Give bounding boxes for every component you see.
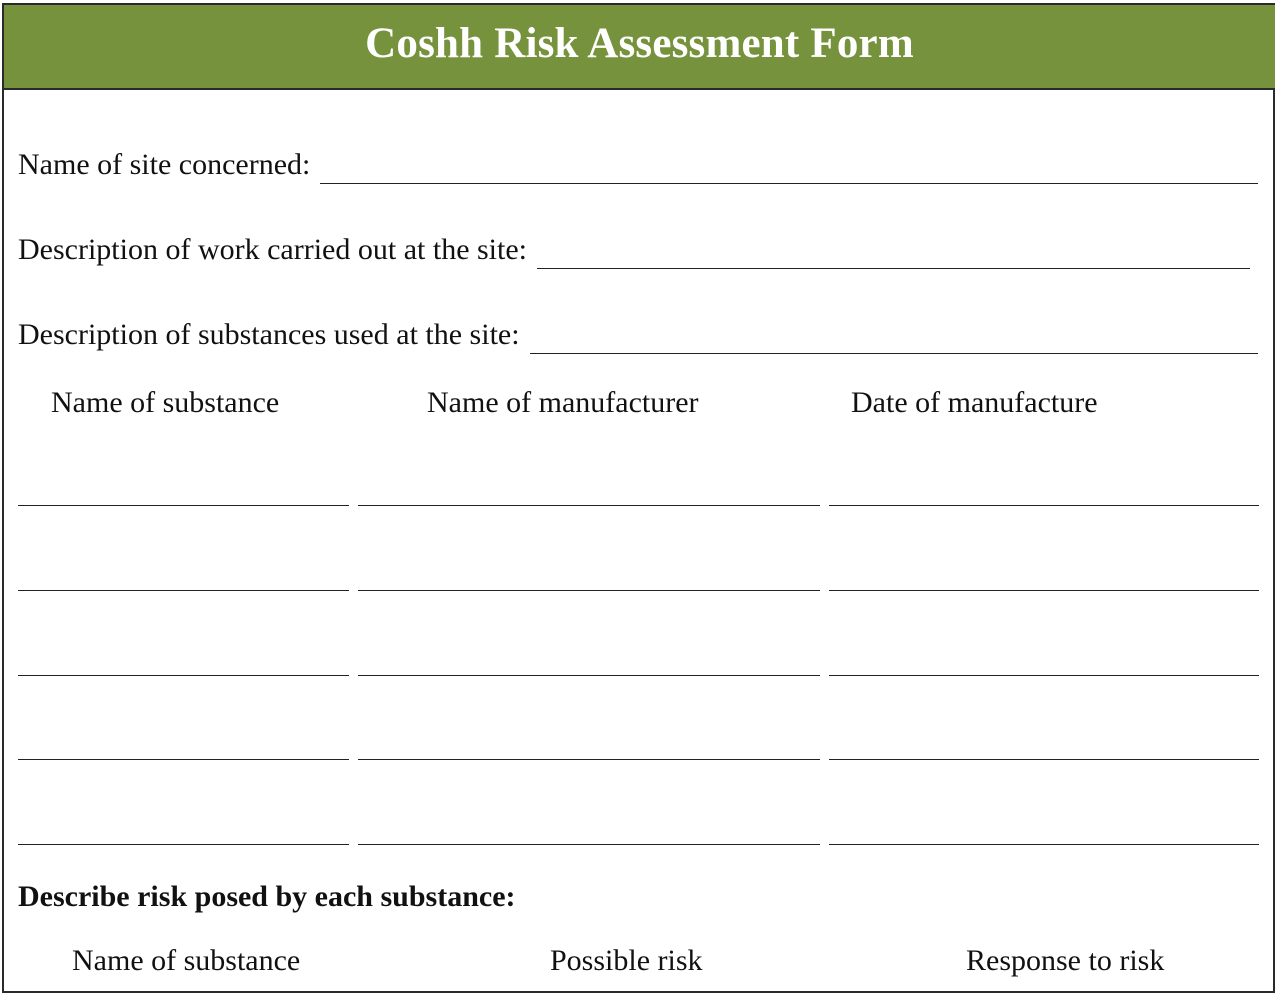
work-description-label: Description of work carried out at the site: (18, 233, 528, 266)
substance-name-blank[interactable] (18, 759, 349, 760)
work-description-input-line[interactable] (537, 267, 1250, 269)
site-name-label: Name of site concerned: (18, 148, 311, 181)
manufacturer-blank[interactable] (358, 675, 820, 676)
date-blank[interactable] (829, 844, 1259, 845)
risk-section-title: Describe risk posed by each substance: (18, 880, 516, 913)
date-blank[interactable] (829, 505, 1259, 506)
manufacturer-blank[interactable] (358, 505, 820, 506)
manufacturer-blank[interactable] (358, 590, 820, 591)
substances-description-input-line[interactable] (530, 352, 1258, 354)
site-name-field (18, 144, 1258, 184)
substance-name-blank[interactable] (18, 590, 349, 591)
form-title: Coshh Risk Assessment Form (365, 20, 914, 67)
column-header-substance: Name of substance (51, 386, 280, 419)
substance-name-blank[interactable] (18, 505, 349, 506)
manufacturer-blank[interactable] (358, 759, 820, 760)
risk-column-header-substance: Name of substance (72, 944, 301, 977)
date-blank[interactable] (829, 590, 1259, 591)
column-header-date: Date of manufacture (851, 386, 1098, 419)
work-description-field (18, 229, 1250, 269)
risk-column-header-response: Response to risk (966, 944, 1165, 977)
form-header (4, 5, 1275, 90)
substance-name-blank[interactable] (18, 675, 349, 676)
date-blank[interactable] (829, 759, 1259, 760)
substances-description-label: Description of substances used at the site: (18, 318, 520, 351)
site-name-input-line[interactable] (320, 182, 1258, 184)
substance-name-blank[interactable] (18, 844, 349, 845)
date-blank[interactable] (829, 675, 1259, 676)
substances-description-field (18, 314, 1258, 354)
manufacturer-blank[interactable] (358, 844, 820, 845)
risk-column-header-possible-risk: Possible risk (550, 944, 703, 977)
column-header-manufacturer: Name of manufacturer (427, 386, 699, 419)
